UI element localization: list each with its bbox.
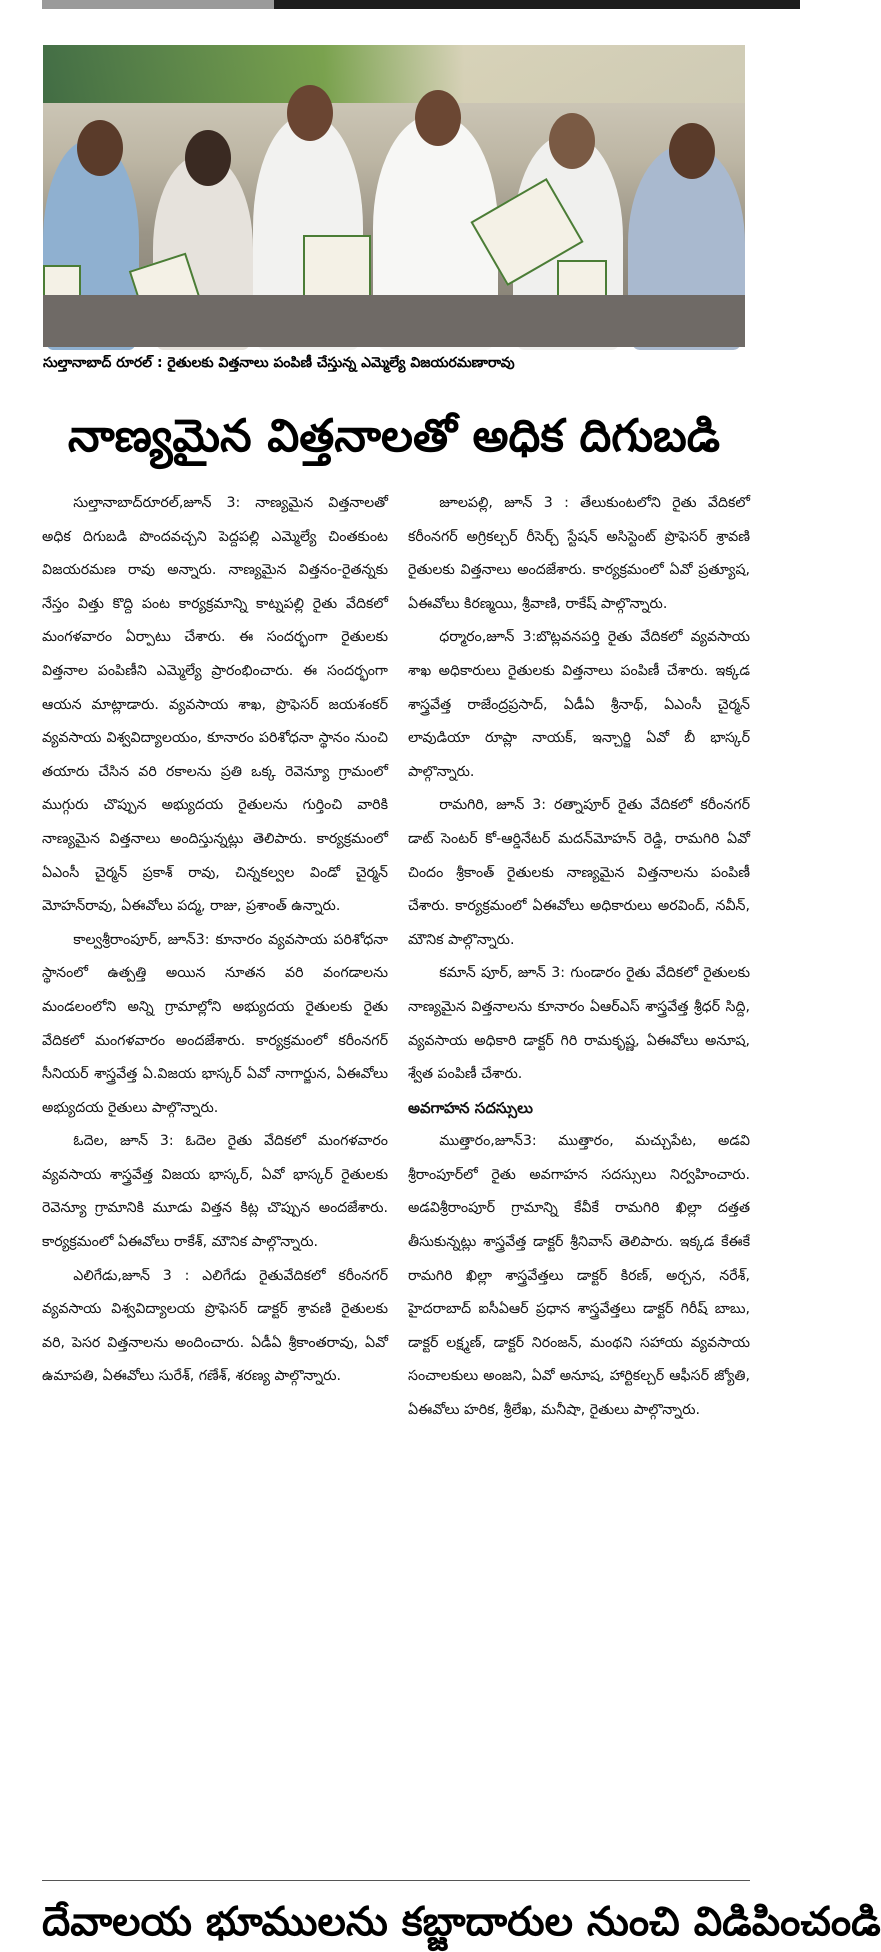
article-paragraph: ధర్మారం,జూన్ 3:బొట్లవనపర్తి రైతు వేదికలో వ్యవసాయ శాఖ అధికారులు రైతులకు విత్తనాలు పంపిణీ చేశారు. ఇక్కడ శాస్త్రవేత్త రాజేంద్రప్రసాద్, ఏడీఏ శ్రీనాథ్, ఏఎంసీ చైర్మన్ లావుడియా రూప్లా నాయక్, ఇన్చార్జి ఏవో బీ భాస్కర్ పాల్గొన్నారు. [408, 629, 750, 780]
article-paragraph: జూలపల్లి, జూన్ 3 : తేలుకుంటలోని రైతు వేదికలో కరీంనగర్ అగ్రికల్చర్ రీసెర్చ్ స్టేషన్ అసిస్టెంట్ ప్రొఫెసర్ శ్రావణి రైతులకు విత్తనాలు అందజేశారు. కార్యక్రమంలో ఏవో ప్రత్యూష, ఏఈవోలు కిరణ్మయి, శ్రీవాణి, రాకేష్ పాల్గొన్నారు. [408, 495, 750, 612]
article-paragraph: ముత్తారం,జూన్3: ముత్తారం, మచ్చుపేట, అడవి శ్రీరాంపూర్‌లో రైతు అవగాహన సదస్సులు నిర్వహించారు. అడవిశ్రీరాంపూర్ గ్రామాన్ని కేవీకే రామగిరి ఖిల్లా దత్తత తీసుకున్నట్లు శాస్త్రవేత్త డాక్టర్ శ్రీనివాస్ తెలిపారు. ఇక్కడ కేఈకే రామగిరి ఖిల్లా శాస్త్రవేత్తలు డాక్టర్ కిరణ్, అర్చన, నరేశ్, హైదరాబాద్ ఐసీఏఆర్ ప్రధాన శాస్త్రవేత్తలు డాక్టర్ గిరీష్ బాబు, డాక్టర్ లక్ష్మణ్, డాక్టర్ నిరంజన్, మంథని సహాయ వ్యవసాయ సంచాలకులు అంజని, ఏవో అనూష, హార్టికల్చర్ ఆఫీసర్ జ్యోతి, ఏఈవోలు హరిక, శ్రీలేఖ, మనీషా, రైతులు పాల్గొన్నారు. [408, 1133, 750, 1419]
article-paragraph: ఓదెల, జూన్ 3: ఓదెల రైతు వేదికలో మంగళవారం వ్యవసాయ శాస్త్రవేత్త విజయ భాస్కర్, ఏవో భాస్కర్ రైతులకు రెవెన్యూ గ్రామానికి మూడు విత్తన కిట్ల చొప్పున అందజేశారు. కార్యక్రమంలో ఏఈవోలు రాకేశ్, మౌనిక పాల్గొన్నారు. [42, 1133, 388, 1251]
person-head [185, 130, 231, 186]
photo-caption: సుల్తానాబాద్ రూరల్ : రైతులకు విత్తనాలు పంపిణీ చేస్తున్న ఎమ్మెల్యే విజయరమణారావు [43, 355, 515, 371]
article-paragraph: కమాన్ పూర్, జూన్ 3: గుండారం రైతు వేదికలో రైతులకు నాణ్యమైన విత్తనాలను కూనారం ఏఆర్ఎస్ శాస్త్రవేత్త శ్రీధర్ సిద్ది, వ్యవసాయ అధికారి డాక్టర్ గిరి రామకృష్ణ, ఏఈవోలు అనూష, శ్వేత పంపిణీ చేశారు. [408, 965, 750, 1083]
article-subheading: అవగాహన సదస్సులు [408, 1098, 533, 1117]
person-head [415, 90, 461, 146]
article-headline: నాణ్యమైన విత్తనాలతో అధిక దిగుబడి [67, 409, 721, 462]
article-paragraph: రామగిరి, జూన్ 3: రత్నాపూర్ రైతు వేదికలో కరీంనగర్ డాట్ సెంటర్ కో-ఆర్డినేటర్ మదన్‌మోహన్ రెడ్డి, రామగిరి ఏవో చిందం శ్రీకాంత్ రైతులకు నాణ్యమైన విత్తనాలను పంపిణీ చేశారు. కార్యక్రమంలో ఏఈవోలు అధికారులు అరవింద్, నవీన్, మౌనిక పాల్గొన్నారు. [408, 797, 750, 948]
article-divider [42, 1880, 750, 1881]
top-rule-left [42, 0, 274, 9]
person-head [77, 120, 123, 176]
person-head [669, 123, 715, 179]
next-article-headline: దేవాలయ భూములను కబ్జాదారుల నుంచి విడిపించండి [42, 1899, 881, 1945]
article-column-right [408, 487, 750, 1428]
article-paragraph: సుల్తానాబాద్‌రూరల్,జూన్ 3: నాణ్యమైన విత్తనాలతో అధిక దిగుబడి పొందవచ్చని పెద్దపల్లి ఎమ్మెల్యే చింతకుంట విజయరమణ రావు అన్నారు. నాణ్యమైన విత్తనం-రైతన్నకు నేస్తం విత్తు కొద్ది పంట కార్యక్రమాన్ని కాట్నపల్లి రైతు వేదికలో మంగళవారం ఏర్పాటు చేశారు. ఈ సందర్భంగా రైతులకు విత్తనాల పంపిణీని ఎమ్మెల్యే ప్రారంభించారు. ఈ సందర్భంగా ఆయన మాట్లాడారు. వ్యవసాయ శాఖ, ప్రొఫెసర్ జయశంకర్ వ్యవసాయ విశ్వవిద్యాలయం, కూనారం పరిశోధనా స్థానం నుంచి తయారు చేసిన వరి రకాలను ప్రతి ఒక్క రెవెన్యూ గ్రామంలో ముగ్గురు చొప్పున అభ్యుదయ రైతులను గుర్తించి వారికి నాణ్యమైన విత్తనాలు అందిస్తున్నట్లు తెలిపారు. కార్యక్రమంలో ఏఎంసీ చైర్మన్ ప్రకాశ్ రావు, చిన్నకల్వల విండో చైర్మన్ మోహన్‌రావు, ఏఈవోలు పద్మ, రాజు, ప్రశాంత్ ఉన్నారు. [42, 495, 388, 915]
article-paragraph: ఎలిగేడు,జూన్ 3 : ఎలిగేడు రైతువేదికలో కరీంనగర్ వ్యవసాయ విశ్వవిద్యాలయ ప్రొఫెసర్ డాక్టర్ శ్రావణి రైతులకు వరి, పెసర విత్తనాలను అందించారు. ఏడీఏ శ్రీకాంతరావు, ఏవో ఉమాపతి, ఏఈవోలు సురేశ్, గణేశ్, శరణ్య పాల్గొన్నారు. [42, 1267, 388, 1385]
article-column-left [42, 487, 388, 1394]
photo-background-banner [43, 45, 745, 103]
photo-table [43, 295, 745, 347]
article-paragraph: కాల్వశ్రీరాంపూర్, జూన్3: కూనారం వ్యవసాయ పరిశోధనా స్థానంలో ఉత్పత్తి అయిన నూతన వరి వంగడాలను మండలంలోని అన్ని గ్రామాల్లోని అభ్యుదయ రైతులకు రైతు వేదికలో మంగళవారం అందజేశారు. కార్యక్రమంలో కరీంనగర్ సీనియర్ శాస్త్రవేత్త ఏ.విజయ భాస్కర్ ఏవో నాగార్జున, ఏఈవోలు అభ్యుదయ రైతులు పాల్గొన్నారు. [42, 931, 388, 1116]
person-head [287, 85, 333, 141]
news-photo [43, 45, 745, 347]
top-rule-right [274, 0, 800, 9]
person-head [549, 113, 595, 169]
